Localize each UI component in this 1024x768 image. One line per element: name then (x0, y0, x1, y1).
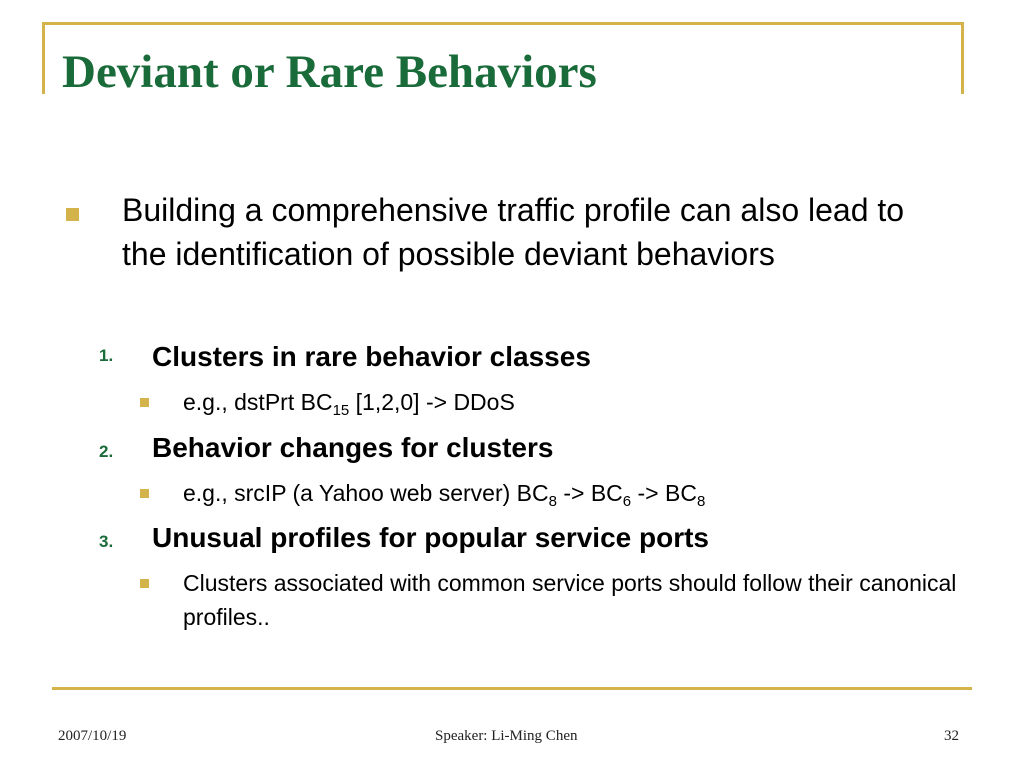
footer-date: 2007/10/19 (58, 728, 127, 744)
main-bullet-text: Building a comprehensive traffic profile can also lead to the identification of possible deviant behaviors (122, 192, 905, 272)
square-bullet-icon (140, 579, 149, 588)
item-number: 3. (99, 532, 114, 551)
item-number: 2. (99, 442, 114, 461)
page-number: 32 (944, 728, 959, 744)
footer-speaker: Speaker: Li-Ming Chen (435, 728, 578, 744)
slide-title: Deviant or Rare Behaviors (62, 46, 597, 98)
item-number: 1. (99, 346, 114, 365)
square-bullet-icon (66, 208, 79, 221)
item-heading: Behavior changes for clusters (152, 432, 554, 463)
item-heading: Unusual profiles for popular service ports (152, 522, 710, 553)
item-subbullet: e.g., dstPrt $BC_{15}$ [1,2,0] -> DDoS (183, 389, 515, 419)
item-subbullet: e.g., srcIP (a Yahoo web server) $BC_8 -> BC_6 -> BC_8$ (183, 480, 706, 510)
item-subbullet: Clusters associated with common service ports should follow their canonical profiles.. (183, 570, 957, 630)
footer-divider (52, 687, 972, 690)
square-bullet-icon (140, 398, 149, 407)
square-bullet-icon (140, 489, 149, 498)
item-heading: Clusters in rare behavior classes (152, 341, 591, 372)
